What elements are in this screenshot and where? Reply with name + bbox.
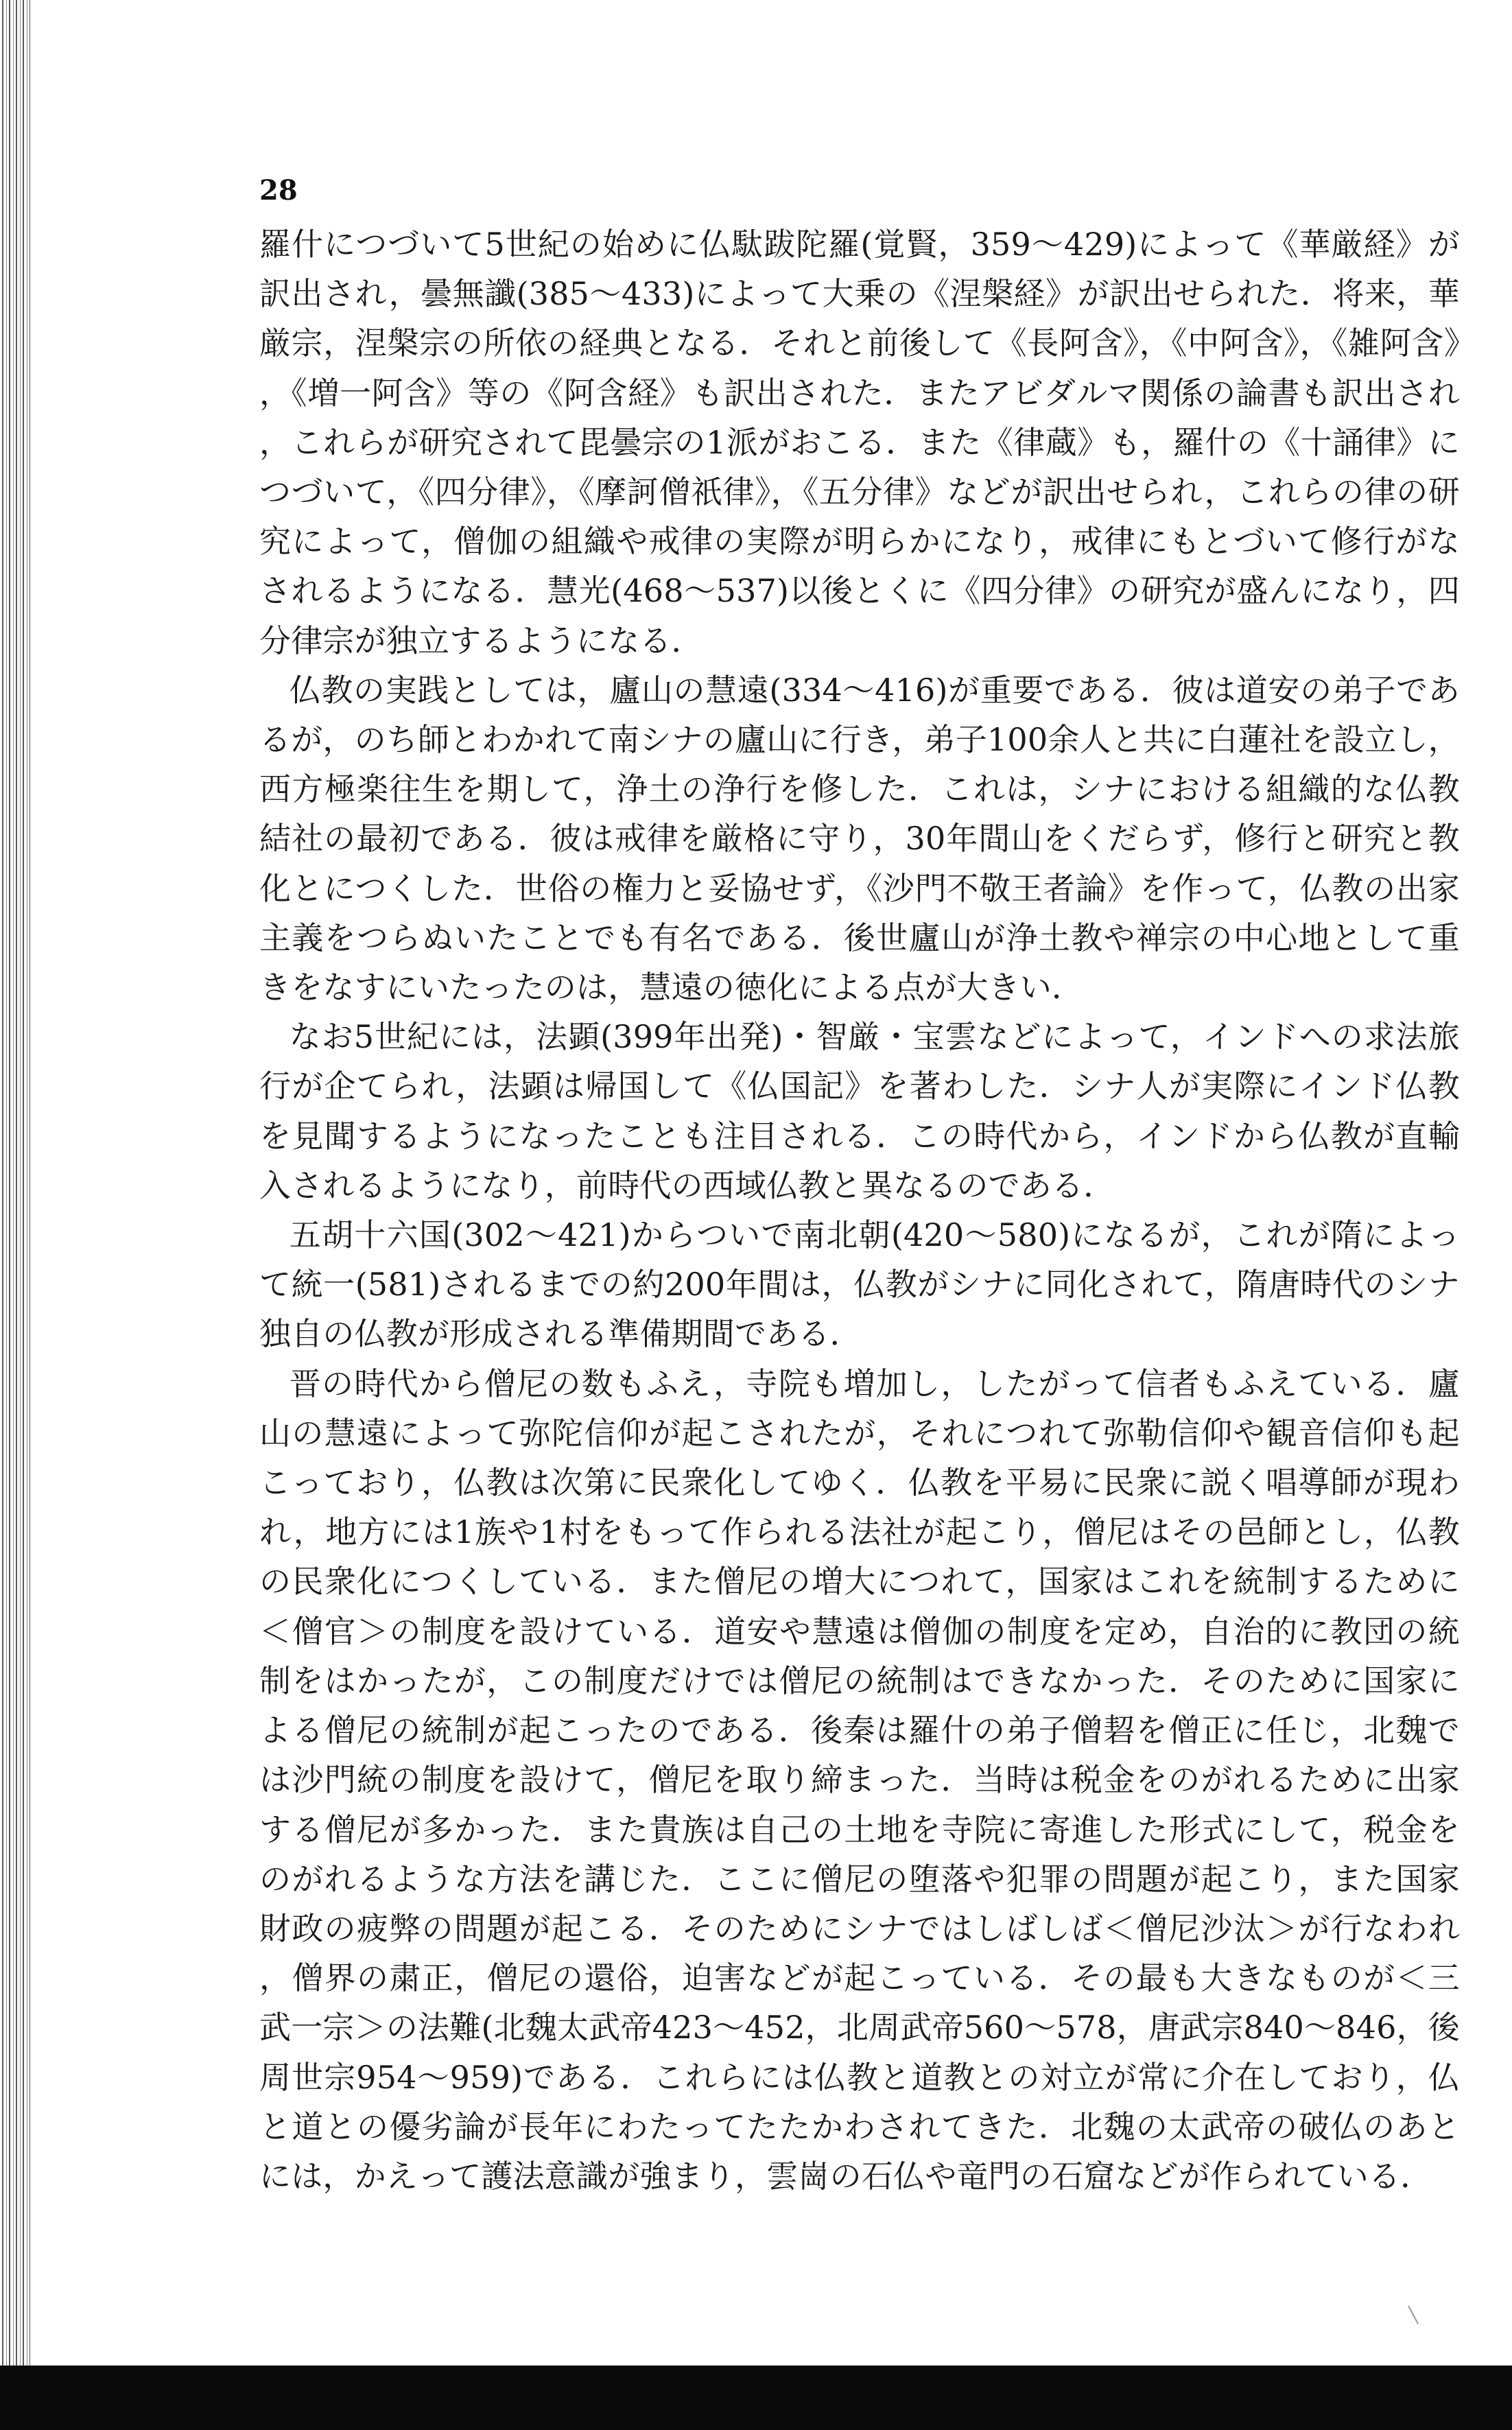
paragraph-5: 晋の時代から僧尼の数もふえ，寺院も増加し，したがって信者もふえている．廬山の慧遠によって弥陀信仰が起こされたが，それにつれて弥勒信仰や観音信仰も起こっており，仏教は次第に民衆化してゆく．仏教を平易に民衆に説く唱導師が現われ，地方には1族や1村をもって作られる法社が起こり，僧尼はその邑師とし，仏教の民衆化につくしている．また僧尼の増大につれて，国家はこれを統制するために＜僧官＞の制度を設けている．道安や慧遠は僧伽の制度を定め，自治的に教団の統制をはかったが，この制度だけでは僧尼の統制はできなかった．そのために国家による僧尼の統制が起こったのである．後秦は羅什の弟子僧䂮を僧正に任じ，北魏では沙門統の制度を設けて，僧尼を取り締まった．当時は税金をのがれるために出家する僧尼が多かった．また貴族は自己の土地を寺院に寄進した形式にして，税金をのがれるような方法を講じた．ここに僧尼の堕落や犯罪の問題が起こり，また国家財政の疲弊の問題が起こる．そのためにシナではしばしば＜僧尼沙汰＞が行なわれ，僧界の粛正，僧尼の還俗，迫害などが起こっている．その最も大きなものが＜三武一宗＞の法難(北魏太武帝423～452，北周武帝560～578，唐武宗840～846，後周世宗954～959)である．これらには仏教と道教との対立が常に介在しており，仏と道との優劣論が長年にわたってたたかわされてきた．北魏の太武帝の破仏のあとには，かえって護法意識が強まり，雲崗の石仏や竜門の石窟などが作られている． [259, 1365, 1460, 2195]
paragraph-3: なお5世紀には，法顕(399年出発)・智厳・宝雲などによって，インドへの求法旅行が企てられ，法顕は帰国して《仏国記》を著わした．シナ人が実際にインド仏教を見聞するようになったことも注目される．この時代から，インドから仏教が直輸入されるようになり，前時代の西域仏教と異なるのである． [259, 1018, 1460, 1204]
paragraph-4: 五胡十六国(302～421)からついで南北朝(420～580)になるが，これが隋によって統一(581)されるまでの約200年間は，仏教がシナに同化されて，隋唐時代のシナ独自の仏教が形成される準備期間である． [259, 1216, 1460, 1353]
paragraph-1: 羅什につづいて5世紀の始めに仏駄跋陀羅(覚賢，359～429)によって《華厳経》が訳出され，曇無讖(385～433)によって大乗の《涅槃経》が訳出せられた．将来，華厳宗，涅槃宗の所依の経典となる．それと前後して《長阿含》，《中阿含》，《雑阿含》，《増一阿含》等の《阿含経》も訳出された．またアビダルマ関係の論書も訳出され，これらが研究されて毘曇宗の1派がおこる．また《律蔵》も，羅什の《十誦律》につづいて，《四分律》，《摩訶僧祇律》，《五分律》などが訳出せられ，これらの律の研究によって，僧伽の組織や戒律の実際が明らかになり，戒律にもとづいて修行がなされるようになる．慧光(468～537)以後とくに《四分律》の研究が盛んになり，四分律宗が独立するようになる． [259, 226, 1460, 659]
scan-bottom-band [0, 2366, 1512, 2430]
body-text [259, 220, 1460, 2201]
page-number: 28 [259, 174, 298, 207]
paragraph-2: 仏教の実践としては，廬山の慧遠(334～416)が重要である．彼は道安の弟子であるが，のち師とわかれて南シナの廬山に行き，弟子100余人と共に白蓮社を設立し，西方極楽往生を期して，浄土の浄行を修した．これは，シナにおける組織的な仏教結社の最初である．彼は戒律を厳格に守り，30年間山をくだらず，修行と研究と教化とにつくした．世俗の権力と妥協せず，《沙門不敬王者論》を作って，仏教の出家主義をつらぬいたことでも有名である．後世廬山が浄土教や禅宗の中心地として重きをなすにいたったのは，慧遠の徳化による点が大きい． [259, 671, 1460, 1006]
scan-stray-mark [1408, 2300, 1430, 2324]
scan-binding-edge [0, 0, 30, 2430]
